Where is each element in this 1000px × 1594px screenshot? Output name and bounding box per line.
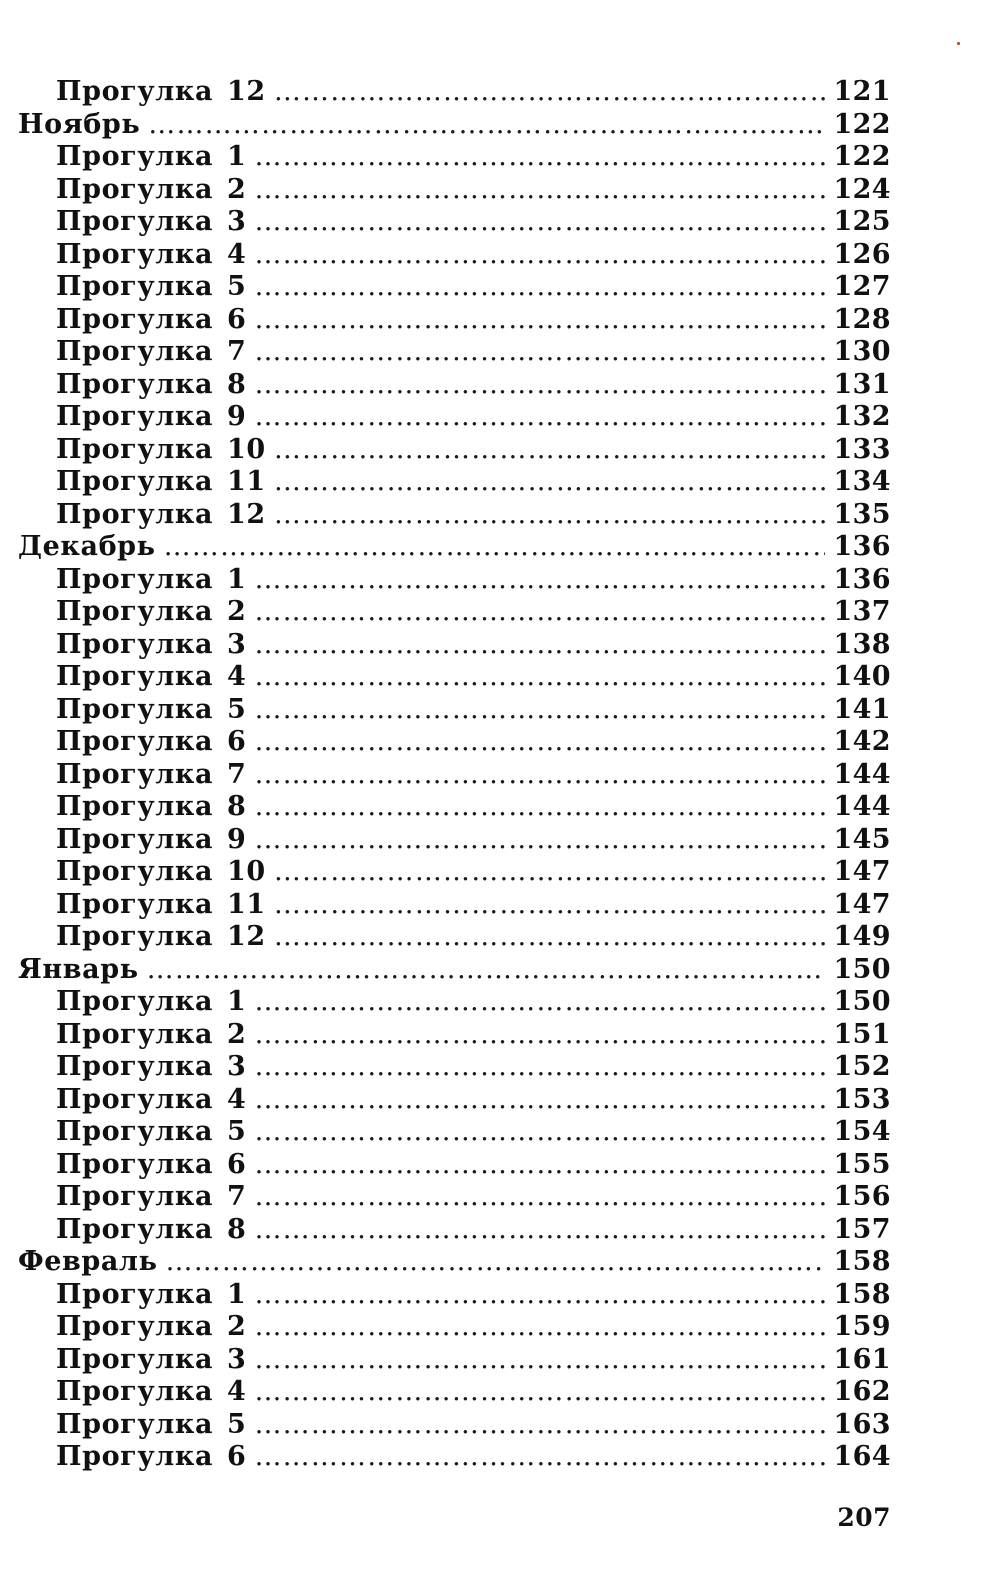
toc-entry-page: 122 [833, 141, 891, 172]
toc-entry-page: 163 [833, 1408, 891, 1440]
dot-leader [166, 1246, 826, 1279]
toc-entry-label: Прогулка 1 [56, 1278, 247, 1310]
toc-entry-label: Прогулка 1 [56, 986, 247, 1017]
toc-entry-label: Прогулка 7 [56, 758, 247, 790]
toc-entry-label: Прогулка 2 [56, 173, 247, 205]
toc-entry [18, 1214, 891, 1247]
toc-entry [18, 1441, 891, 1474]
toc-entry [18, 1279, 891, 1312]
dot-leader [274, 76, 826, 109]
toc-entry [18, 369, 891, 402]
toc-entry-label: Прогулка 4 [56, 1083, 247, 1115]
toc-entry-label: Прогулка 10 [56, 856, 266, 887]
toc-entry-label: Прогулка 2 [56, 1311, 247, 1342]
toc-entry-page: 142 [833, 726, 891, 757]
toc-entry [18, 1181, 891, 1214]
toc-entry [18, 239, 891, 272]
dot-leader [164, 531, 826, 564]
toc-entry-page: 135 [833, 498, 891, 530]
dot-leader [254, 661, 825, 694]
toc-entry-label: Прогулка 9 [56, 823, 247, 855]
toc-entry-label: Прогулка 8 [56, 1213, 247, 1245]
dot-leader [254, 1051, 825, 1084]
dot-leader [254, 336, 825, 369]
toc-entry-page: 136 [833, 531, 891, 562]
dot-leader [254, 369, 825, 402]
toc-entry-label: Прогулка 4 [56, 1376, 247, 1407]
dot-leader [148, 109, 825, 142]
toc-entry-label: Прогулка 5 [56, 1408, 247, 1440]
toc-entry-page: 157 [833, 1213, 891, 1245]
dot-leader [254, 791, 825, 824]
dot-leader [254, 629, 825, 662]
toc-entry [18, 824, 891, 857]
toc-entry-page: 124 [833, 173, 891, 205]
toc-entry-page: 150 [833, 953, 891, 985]
toc-entry-label: Прогулка 6 [56, 1441, 247, 1472]
dot-leader [274, 499, 826, 532]
toc-entry [18, 921, 891, 954]
toc-entry-page: 131 [833, 368, 891, 400]
toc-entry-page: 147 [833, 856, 891, 887]
toc-entry-page: 164 [833, 1441, 891, 1472]
toc-entry-page: 152 [833, 1051, 891, 1082]
toc-entry-label: Прогулка 3 [56, 1343, 247, 1375]
dot-leader [254, 141, 825, 174]
toc-entry [18, 694, 891, 727]
toc-entry-label: Прогулка 11 [56, 466, 266, 497]
dot-leader [254, 1409, 825, 1442]
dot-leader [274, 466, 826, 499]
dot-leader [274, 889, 826, 922]
toc-entry-label: Прогулка 3 [56, 1051, 247, 1082]
toc-entry-page: 121 [833, 76, 891, 107]
toc-entry [18, 1409, 891, 1442]
toc-entry-page: 126 [833, 238, 891, 270]
toc-entry-label: Прогулка 5 [56, 1116, 247, 1147]
toc-section-heading [18, 531, 891, 564]
dot-leader [254, 1116, 825, 1149]
toc-entry [18, 889, 891, 922]
toc-entry-label: Прогулка 3 [56, 206, 247, 237]
toc-entry [18, 434, 891, 467]
toc-entry-page: 132 [833, 401, 891, 432]
toc-entry-label: Прогулка 9 [56, 401, 247, 432]
toc-entry [18, 759, 891, 792]
toc-entry-page: 159 [833, 1311, 891, 1342]
dot-leader [254, 206, 825, 239]
toc-entry [18, 141, 891, 174]
toc-entry [18, 1051, 891, 1084]
toc-entry-page: 154 [833, 1116, 891, 1147]
dot-leader [254, 1149, 825, 1182]
toc-entry-label: Январь [18, 953, 139, 985]
toc-entry [18, 1116, 891, 1149]
toc-entry [18, 336, 891, 369]
table-of-contents [18, 76, 891, 1474]
toc-entry [18, 661, 891, 694]
toc-entry-label: Прогулка 7 [56, 336, 247, 367]
toc-entry-label: Прогулка 6 [56, 1148, 247, 1180]
toc-entry-page: 133 [833, 433, 891, 465]
toc-entry-label: Прогулка 8 [56, 791, 247, 822]
toc-entry [18, 1376, 891, 1409]
toc-entry-label: Прогулка 6 [56, 726, 247, 757]
toc-entry-page: 138 [833, 628, 891, 660]
toc-entry [18, 499, 891, 532]
toc-entry [18, 271, 891, 304]
toc-entry-label: Прогулка 12 [56, 498, 266, 530]
toc-entry-page: 141 [833, 693, 891, 725]
toc-entry-page: 144 [833, 791, 891, 822]
dot-leader [254, 174, 825, 207]
toc-entry-label: Прогулка 1 [56, 563, 247, 595]
toc-entry [18, 986, 891, 1019]
toc-entry-page: 161 [833, 1343, 891, 1375]
dot-leader [254, 726, 825, 759]
toc-entry [18, 1344, 891, 1377]
toc-entry [18, 1311, 891, 1344]
dot-leader [254, 271, 825, 304]
toc-entry [18, 76, 891, 109]
dot-leader [254, 1376, 825, 1409]
toc-entry [18, 791, 891, 824]
toc-entry-page: 147 [833, 888, 891, 920]
dot-leader [254, 1181, 825, 1214]
dot-leader [254, 824, 825, 857]
toc-section-heading [18, 1246, 891, 1279]
toc-entry [18, 1149, 891, 1182]
toc-entry [18, 856, 891, 889]
dot-leader [254, 239, 825, 272]
toc-entry-label: Декабрь [18, 531, 156, 562]
toc-entry-label: Прогулка 7 [56, 1181, 247, 1212]
toc-entry-label: Прогулка 12 [56, 76, 266, 107]
toc-entry-page: 153 [833, 1083, 891, 1115]
toc-entry-label: Прогулка 11 [56, 888, 266, 920]
print-speck [957, 42, 960, 45]
toc-entry-page: 134 [833, 466, 891, 497]
toc-entry-page: 136 [833, 563, 891, 595]
dot-leader [254, 1311, 825, 1344]
toc-entry [18, 564, 891, 597]
dot-leader [254, 1441, 825, 1474]
toc-entry [18, 1084, 891, 1117]
page-number: 207 [837, 1503, 891, 1532]
dot-leader [254, 564, 825, 597]
toc-entry-page: 140 [833, 661, 891, 692]
toc-entry-page: 156 [833, 1181, 891, 1212]
toc-entry-page: 137 [833, 596, 891, 627]
toc-entry-label: Прогулка 8 [56, 368, 247, 400]
toc-section-heading [18, 109, 891, 142]
toc-entry-page: 162 [833, 1376, 891, 1407]
toc-entry [18, 206, 891, 239]
dot-leader [254, 401, 825, 434]
dot-leader [254, 1214, 825, 1247]
toc-entry [18, 466, 891, 499]
toc-entry-label: Прогулка 4 [56, 661, 247, 692]
toc-entry [18, 596, 891, 629]
toc-entry-label: Прогулка 12 [56, 921, 266, 952]
dot-leader [274, 434, 826, 467]
dot-leader [254, 304, 825, 337]
toc-entry [18, 1019, 891, 1052]
dot-leader [254, 986, 825, 1019]
toc-entry-label: Прогулка 5 [56, 271, 247, 302]
toc-entry-page: 151 [833, 1018, 891, 1050]
toc-entry-label: Ноябрь [18, 108, 141, 140]
toc-entry-label: Прогулка 10 [56, 433, 266, 465]
toc-entry-label: Прогулка 4 [56, 238, 247, 270]
toc-entry-page: 144 [833, 758, 891, 790]
toc-entry-page: 130 [833, 336, 891, 367]
toc-entry [18, 401, 891, 434]
toc-entry-page: 125 [833, 206, 891, 237]
toc-entry-label: Прогулка 1 [56, 141, 247, 172]
toc-entry-page: 145 [833, 823, 891, 855]
dot-leader [254, 1344, 825, 1377]
dot-leader [254, 1019, 825, 1052]
toc-entry-label: Прогулка 5 [56, 693, 247, 725]
toc-entry-page: 150 [833, 986, 891, 1017]
dot-leader [254, 1084, 825, 1117]
toc-entry-label: Прогулка 2 [56, 596, 247, 627]
toc-entry-label: Прогулка 3 [56, 628, 247, 660]
dot-leader [254, 759, 825, 792]
dot-leader [147, 954, 826, 987]
toc-section-heading [18, 954, 891, 987]
toc-entry-page: 158 [833, 1278, 891, 1310]
dot-leader [274, 856, 826, 889]
toc-entry-label: Февраль [18, 1246, 158, 1277]
dot-leader [254, 596, 825, 629]
dot-leader [254, 694, 825, 727]
toc-entry-page: 122 [833, 108, 891, 140]
toc-entry-label: Прогулка 2 [56, 1018, 247, 1050]
toc-entry-page: 155 [833, 1148, 891, 1180]
toc-entry-page: 128 [833, 303, 891, 335]
toc-entry-page: 127 [833, 271, 891, 302]
toc-entry [18, 304, 891, 337]
toc-entry-label: Прогулка 6 [56, 303, 247, 335]
dot-leader [254, 1279, 825, 1312]
toc-entry [18, 726, 891, 759]
toc-entry-page: 158 [833, 1246, 891, 1277]
toc-entry-page: 149 [833, 921, 891, 952]
toc-entry [18, 629, 891, 662]
toc-entry [18, 174, 891, 207]
dot-leader [274, 921, 826, 954]
